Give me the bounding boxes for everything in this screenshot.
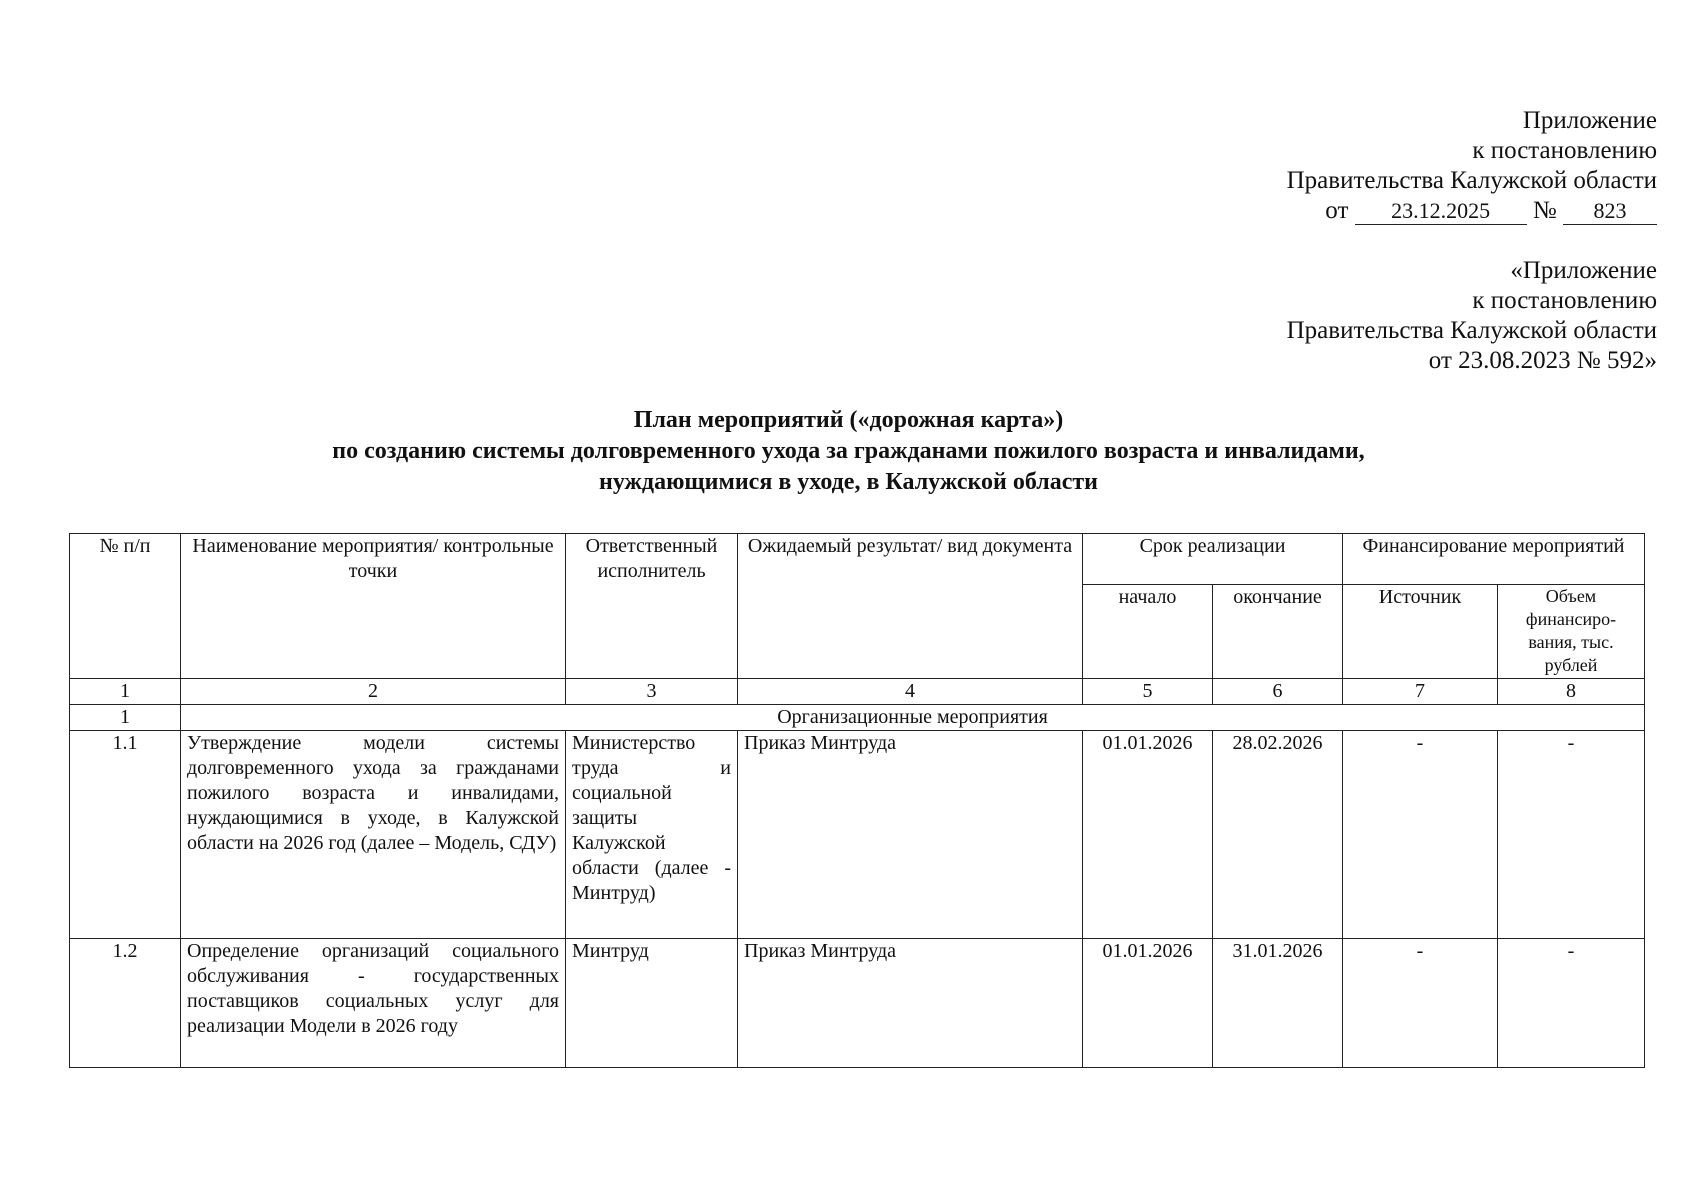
row-result: Приказ Минтруда bbox=[738, 731, 1083, 939]
document-title bbox=[0, 405, 1697, 498]
title-line-1: План мероприятий («дорожная карта») bbox=[633, 407, 1064, 433]
section-title: Организационные мероприятия bbox=[181, 705, 1645, 731]
header-num: № п/п bbox=[70, 534, 181, 679]
header-period: Срок реализации bbox=[1083, 534, 1343, 585]
row-num: 1.1 bbox=[70, 731, 181, 939]
row-volume: - bbox=[1498, 939, 1645, 1068]
row-name: Определение организаций социального обслуживания - государственных поставщиков социальных услуг для реализации Модели в 2026 году bbox=[181, 939, 566, 1068]
row-volume: - bbox=[1498, 731, 1645, 939]
column-number: 6 bbox=[1213, 679, 1343, 705]
previous-appendix-header bbox=[1287, 256, 1657, 376]
row-start: 01.01.2026 bbox=[1083, 939, 1213, 1068]
row-start: 01.01.2026 bbox=[1083, 731, 1213, 939]
header-volume: Объем финансиро-вания, тыс. рублей bbox=[1498, 585, 1645, 679]
prev-appendix-government: Правительства Калужской области bbox=[1286, 317, 1657, 344]
column-number: 1 bbox=[70, 679, 181, 705]
row-result: Приказ Минтруда bbox=[738, 939, 1083, 1068]
appendix-government: Правительства Калужской области bbox=[1286, 167, 1657, 194]
table-row bbox=[70, 939, 1645, 1068]
column-number: 2 bbox=[181, 679, 566, 705]
title-line-2: по созданию системы долговременного ухода за гражданами пожилого возраста и инвалидами, bbox=[332, 438, 1365, 464]
row-executor: Министерство труда и социальной защиты Калужской области (далее - Минтруд) bbox=[566, 731, 738, 939]
row-name: Утверждение модели системы долговременного ухода за гражданами пожилого возраста и инвалидами, нуждающимися в уходе, в Калужской области на 2026 год (далее – Модель, СДУ) bbox=[181, 731, 566, 939]
header-financing: Финансирование мероприятий bbox=[1343, 534, 1645, 585]
prev-appendix-label: «Приложение bbox=[1510, 257, 1657, 284]
header-executor: Ответственный исполнитель bbox=[566, 534, 738, 679]
row-end: 28.02.2026 bbox=[1213, 731, 1343, 939]
number-sign: № bbox=[1532, 197, 1557, 224]
appendix-label: Приложение bbox=[1522, 107, 1657, 134]
appendix-header bbox=[1287, 106, 1657, 226]
column-number: 5 bbox=[1083, 679, 1213, 705]
prev-appendix-resolution-ref: к постановлению bbox=[1472, 287, 1657, 314]
header-period-start: начало bbox=[1083, 585, 1213, 679]
date-value: 23.12.2025 bbox=[1355, 198, 1527, 225]
prev-appendix-date: от 23.08.2023 № 592» bbox=[1428, 347, 1657, 374]
header-name: Наименование мероприятия/ контрольные точки bbox=[181, 534, 566, 679]
column-number: 3 bbox=[566, 679, 738, 705]
row-end: 31.01.2026 bbox=[1213, 939, 1343, 1068]
number-value: 823 bbox=[1563, 198, 1657, 225]
row-num: 1.2 bbox=[70, 939, 181, 1068]
row-executor: Минтруд bbox=[566, 939, 738, 1068]
column-number: 7 bbox=[1343, 679, 1498, 705]
column-number: 4 bbox=[738, 679, 1083, 705]
section-row bbox=[70, 705, 1645, 731]
header-period-end: окончание bbox=[1213, 585, 1343, 679]
row-source: - bbox=[1343, 939, 1498, 1068]
section-number: 1 bbox=[70, 705, 181, 731]
appendix-resolution-ref: к постановлению bbox=[1472, 137, 1657, 164]
column-numbers-row bbox=[70, 679, 1645, 705]
column-number: 8 bbox=[1498, 679, 1645, 705]
title-line-3: нуждающимися в уходе, в Калужской области bbox=[599, 469, 1098, 495]
roadmap-table bbox=[69, 533, 1645, 1068]
header-source: Источник bbox=[1343, 585, 1498, 679]
appendix-date-line bbox=[1287, 196, 1657, 226]
row-source: - bbox=[1343, 731, 1498, 939]
table-header-row bbox=[70, 534, 1645, 585]
header-result: Ожидаемый результат/ вид документа bbox=[738, 534, 1083, 679]
date-prefix: от bbox=[1325, 197, 1349, 224]
table-row bbox=[70, 731, 1645, 939]
